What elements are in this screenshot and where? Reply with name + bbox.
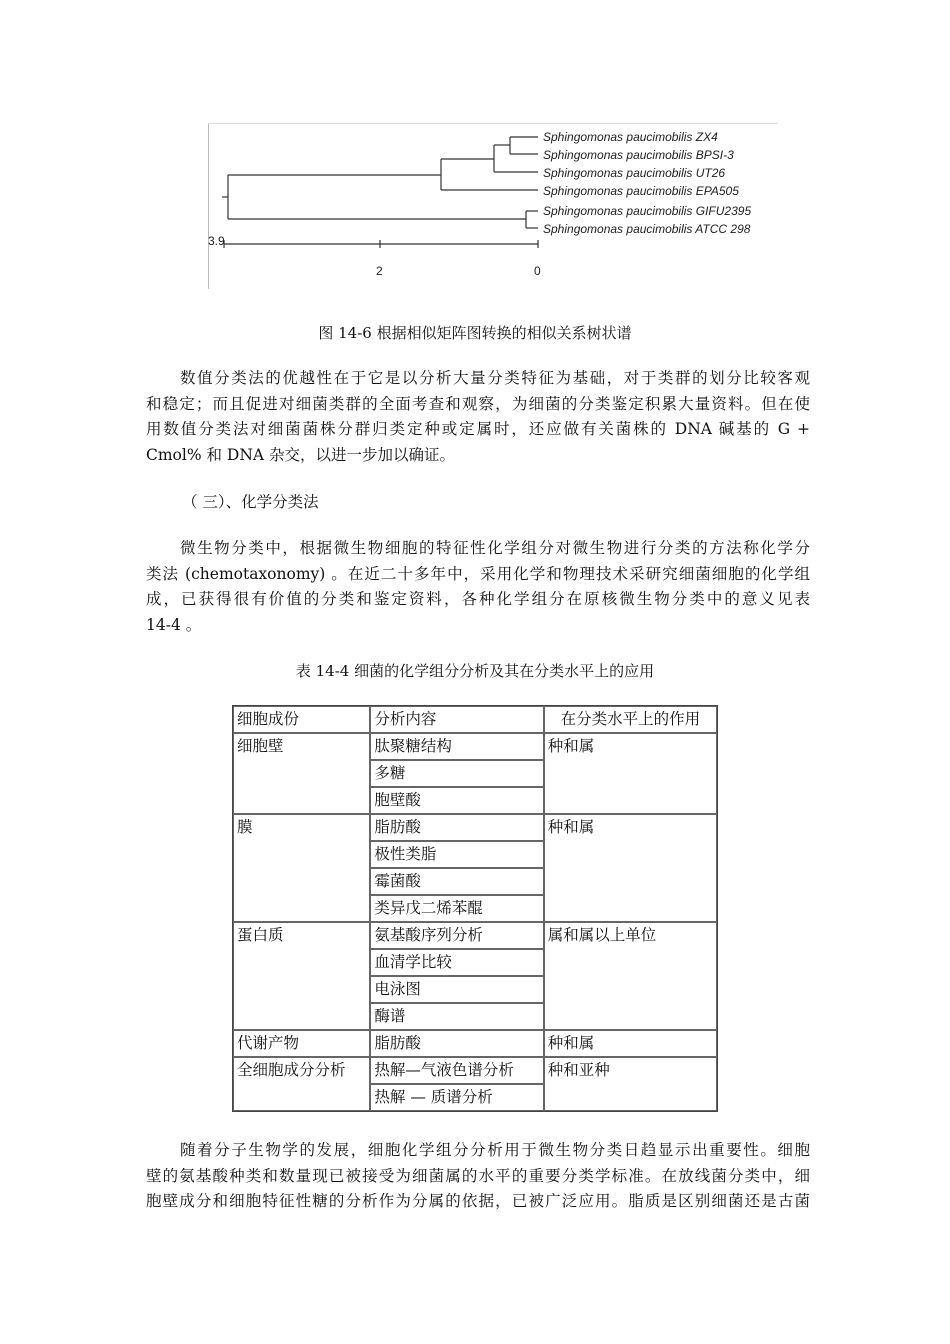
analysis-cell: 电泳图	[370, 976, 543, 1003]
analysis-cell: 类异戊二烯苯醌	[370, 895, 543, 922]
analysis-cell: 血清学比较	[370, 949, 543, 976]
table-row	[233, 733, 717, 760]
table-row	[233, 814, 717, 841]
text-line: 14-4 。	[146, 615, 202, 634]
paragraph-numerical-taxonomy	[146, 366, 810, 468]
leaf-label: Sphingomonas paucimobilis ZX4	[543, 130, 718, 144]
text-line: Cmol% 和 DNA 杂交，以进一步加以确证。	[146, 445, 456, 464]
leaf-label: Sphingomonas paucimobilis UT26	[543, 166, 726, 180]
level-cell: 种和亚种	[544, 1057, 717, 1111]
component-cell: 膜	[233, 814, 370, 922]
analysis-cell: 脂肪酸	[370, 814, 543, 841]
axis-tick-label: 0	[534, 264, 541, 278]
analysis-cell: 脂肪酸	[370, 1030, 543, 1057]
analysis-cell: 氨基酸序列分析	[370, 922, 543, 949]
paragraph-molecular-biology	[146, 1138, 810, 1215]
component-cell: 蛋白质	[233, 922, 370, 1030]
axis-tick-label: 2	[376, 264, 383, 278]
paragraph-chemotaxonomy	[146, 536, 810, 638]
level-cell: 种和属	[544, 733, 717, 814]
scale-max-label: 3.9	[208, 234, 225, 248]
analysis-cell: 热解—气液色谱分析	[370, 1057, 543, 1084]
table-row	[233, 922, 717, 949]
component-cell: 细胞壁	[233, 733, 370, 814]
level-cell: 属和属以上单位	[544, 922, 717, 1030]
analysis-cell: 热解 — 质谱分析	[370, 1084, 543, 1111]
leaf-label: Sphingomonas paucimobilis BPSI-3	[543, 148, 734, 162]
dendrogram-figure	[208, 123, 778, 289]
table-header-cell: 细胞成份	[233, 706, 370, 733]
analysis-cell: 极性类脂	[370, 841, 543, 868]
level-cell: 种和属	[544, 1030, 717, 1057]
component-cell: 全细胞成分分析	[233, 1057, 370, 1111]
table-header-row	[233, 706, 717, 733]
leaf-label: Sphingomonas paucimobilis EPA505	[543, 184, 739, 198]
text-line: 微生物分类中，根据微生物细胞的特征性化学组分对微生物进行分类的方法称化学分	[180, 539, 810, 557]
table-header-cell: 在分类水平上的作用	[544, 706, 717, 733]
analysis-cell: 多糖	[370, 760, 543, 787]
analysis-cell: 霉菌酸	[370, 868, 543, 895]
text-line: 和稳定；而且促进对细菌类群的全面考查和观察，为细菌的分类鉴定积累大量资料。但在使	[146, 394, 810, 413]
section-heading: （ 三）、化学分类法	[182, 493, 319, 511]
figure-caption: 图 14-6 根据相似矩阵图转换的相似关系树状谱	[318, 324, 632, 342]
component-cell: 代谢产物	[233, 1030, 370, 1057]
chemical-composition-table	[232, 705, 718, 1112]
text-line: 壁的氨基酸种类和数量现已被接受为细菌属的水平的重要分类学标准。在放线菌分类中，细	[146, 1166, 810, 1185]
text-line: 随着分子生物学的发展，细胞化学组分分析用于微生物分类日趋显示出重要性。细胞	[180, 1141, 810, 1159]
table-row	[233, 1057, 717, 1084]
analysis-cell: 胞壁酸	[370, 787, 543, 814]
table-row	[233, 1030, 717, 1057]
text-line: 成，已获得很有价值的分类和鉴定资料，各种化学组分在原核微生物分类中的意义见表	[146, 590, 810, 608]
text-line: 类法 (chemotaxonomy) 。在近二十多年中，采用化学和物理技术采研究细菌细胞的化学组	[146, 564, 810, 583]
level-cell: 种和属	[544, 814, 717, 922]
leaf-label: Sphingomonas paucimobilis GIFU2395	[543, 204, 752, 218]
leaf-label: Sphingomonas paucimobilis ATCC 298	[543, 222, 751, 236]
text-line: 胞壁成分和细胞特征性糖的分析作为分属的依据，已被广泛应用。脂质是区别细菌还是古菌	[146, 1192, 810, 1210]
analysis-cell: 酶谱	[370, 1003, 543, 1030]
table-caption: 表 14-4 细菌的化学组分分析及其在分类水平上的应用	[295, 662, 655, 680]
text-line: 用数值分类法对细菌菌株分群归类定种或定属时，还应做有关菌株的 DNA 碱基的 G +	[146, 420, 810, 438]
text-line: 数值分类法的优越性在于它是以分析大量分类特征为基础，对于类群的划分比较客观	[180, 369, 810, 387]
tree-branches	[222, 137, 538, 248]
table-header-cell: 分析内容	[370, 706, 543, 733]
analysis-cell: 肽聚糖结构	[370, 733, 543, 760]
